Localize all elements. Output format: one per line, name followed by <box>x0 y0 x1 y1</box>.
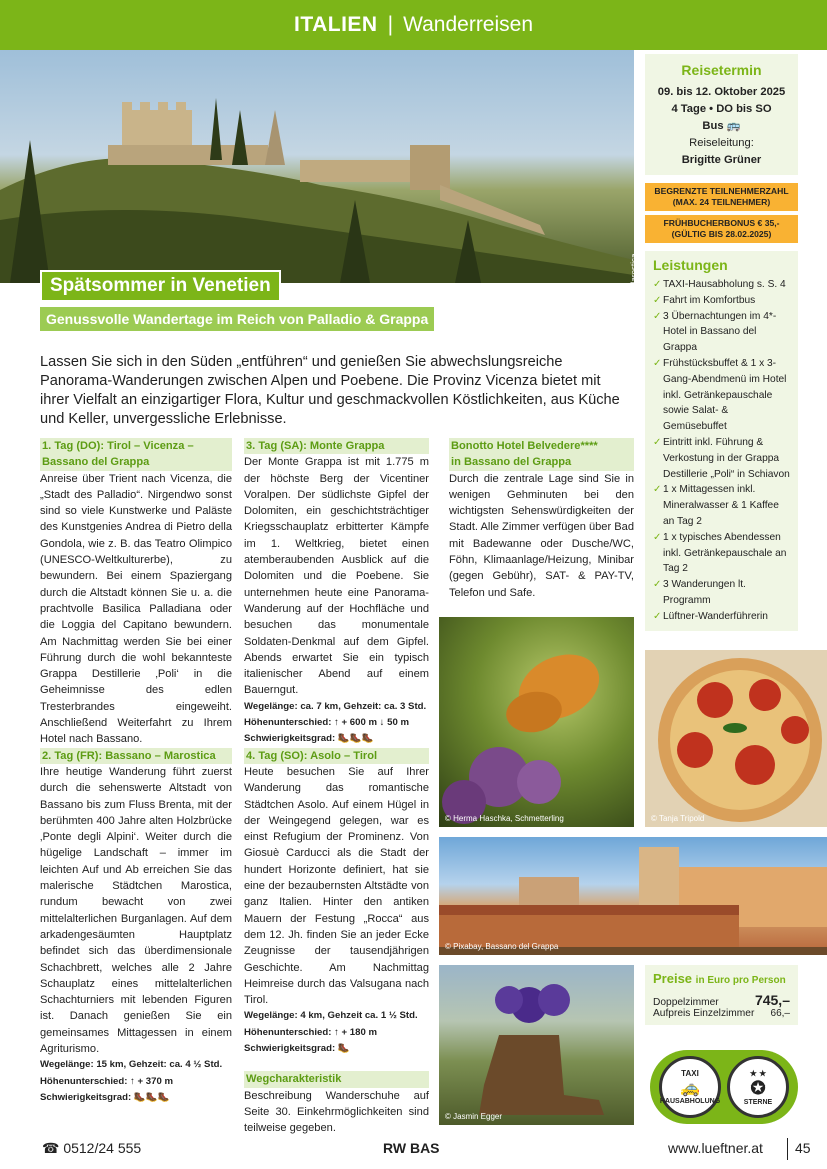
check-icon: ✓ <box>653 294 662 306</box>
limited-participants-notice: BEGRENZTE TEILNEHMERZAHL (MAX. 24 TEILNEHMER) <box>645 183 798 211</box>
check-icon: ✓ <box>653 436 662 448</box>
path-characteristics-heading: Wegcharakteristik <box>244 1071 429 1087</box>
travel-days: 4 Tage • DO bis SO <box>671 103 772 115</box>
page-title: Spätsommer in Venetien <box>40 270 281 302</box>
hotel-text: Durch die zentrale Lage sind Sie in wenigen Gehminuten bei den wichtigsten Sehenswürdigkeiten der Stadt. Alle Zimmer verfügen über Bad mit Badewanne oder Dusche/WC, Föhn, Klimaanlage/Heizung, Minibar (gegen Gebühr), SAT- & PAY-TV, Telefon und Safe. <box>449 472 634 599</box>
day-3-distance: Wegelänge: ca. 7 km, Gehzeit: ca. 3 Std. <box>244 700 427 712</box>
hotel-heading: Bonotto Hotel Belvedere**** in Bassano del Grappa <box>449 438 634 471</box>
prices-title: Preise in Euro pro Person <box>653 971 786 986</box>
photo-pizza <box>645 650 827 827</box>
day-4-difficulty: Schwierigkeitsgrad: 🥾 <box>244 1042 350 1054</box>
prices-box <box>645 965 798 1025</box>
page-number: 45 <box>795 1140 811 1156</box>
footer-website[interactable]: www.lueftner.at <box>668 1140 763 1156</box>
service-item: ✓ Frühstücksbuffet & 1 x 3-Gang-Abendmenü im Hotel inkl. Getränkepauschale sowie Salat- & Gemüsebuffet <box>653 356 792 435</box>
check-icon: ✓ <box>653 279 662 290</box>
check-icon: ✓ <box>653 610 662 622</box>
footer-phone: ☎ 0512/24 555 <box>42 1140 142 1156</box>
check-icon: ✓ <box>653 357 662 369</box>
services-title: Leistungen <box>653 257 728 273</box>
service-item: ✓ 3 Wanderungen lt. Programm <box>653 577 792 609</box>
service-item: ✓ 1 x typisches Abendessen inkl. Getränkepauschale an Tag 2 <box>653 530 792 577</box>
day-1-text: Anreise über Trient nach Vicenza, die „Stadt des Palladio“. Nirgendwo sonst sind so viele Kunstwerke und Paläste des Kunstgenies Andrea di Pietro della Gondola, wie z. B. das Teatro Olimpico (UNESCO-Weltkulturerbe), zu bewundern. Bei einem Spaziergang durch die Altstadt können Sie u. a. die prachtvolle Basilica Palladiana oder die Loggia del Capitano bewundern. Am Nachmittag werden Sie bei einer Führung durch die wohl bekannteste Grappa Destillerie ‚Poli‘ in die Geheimnisse des edlen Tresterbrandes eingeweiht. Anschließend Weiterfahrt zu Ihrem Hotel nach Bassano. <box>40 472 232 746</box>
butterfly-illustration <box>439 617 634 827</box>
service-item: ✓ TAXI-Hausabholung s. S. 4 <box>653 277 792 293</box>
header-separator: | <box>387 13 394 36</box>
check-icon: ✓ <box>653 484 662 496</box>
four-star-badge: ★ ★ ✪ STERNE <box>727 1056 789 1118</box>
photo-butterfly <box>439 617 634 827</box>
column-3 <box>449 438 634 601</box>
header-type: Wanderreisen <box>403 13 534 36</box>
column-2 <box>244 438 429 1136</box>
travel-transport: Bus 🚌 <box>702 120 741 132</box>
service-item: ✓ Fahrt im Komfortbus <box>653 293 792 309</box>
check-icon: ✓ <box>653 531 662 543</box>
page-header <box>0 0 827 50</box>
service-item: ✓ 1 x Mittagessen inkl. Mineralwasser & 1 Kaffee an Tag 2 <box>653 482 792 529</box>
pizza-photo-credit: © Tanja Tripold <box>651 814 705 823</box>
services-box <box>645 251 798 631</box>
boot-photo-credit: © Jasmin Egger <box>445 1112 503 1121</box>
day-3-text: Der Monte Grappa ist mit 1.775 m der höchste Berg der Vicentiner Voralpen. Der südlichste Gipfel der Dolomiten, ein geschichtsträchtiger Kriegsschauplatz erbitterter Kämpfe im 1. Weltkrieg, bietet einen atemberaubenden Ausblick auf die Dolomiten und die Poebene. Sie unternehmen heute eine Panorama-Wanderung auf der Hochfläche und besuchen das monumentale Soldaten-Denkmal auf dem Gipfel. Abends erwartet Sie ein typisch italienischer Abend auf einem Bauerngut. <box>244 456 429 697</box>
price-row-double: Doppelzimmer 745,– <box>653 992 790 1008</box>
service-item: ✓ Eintritt inkl. Führung & Verkostung in der Grappa Destillerie „Poli“ in Schiavon <box>653 435 792 482</box>
bassano-illustration <box>439 837 827 955</box>
price-row-single-surcharge: Aufpreis Einzelzimmer 66,– <box>653 1008 790 1019</box>
travel-date: 09. bis 12. Oktober 2025 <box>657 86 786 98</box>
page-subtitle: Genussvolle Wandertage im Reich von Palladio & Grappa <box>40 307 434 331</box>
day-4-elevation: Höhenunterschied: ↑ + 180 m <box>244 1026 378 1038</box>
day-4-text: Heute besuchen Sie auf Ihrer Wanderung das romantische Städtchen Asolo. Auf einem Hügel in der Weingegend gelegen, war es einst Refugium der Prominenz. Von Giosuè Carducci als die Stadt der hundert Horizonte definiert, hat sie eine der bezaubernsten Altstädte von ganz Italien. Hinter den antiken Mauern der Festung „Rocca“ aus dem 12. Jh. finden Sie an jeder Ecke Zeugnisse der tausendjährigen Geschichte. Am Nachmittag Heimreise durch das Valsugana nach Tirol. <box>244 765 429 1007</box>
tour-lead-name: Brigitte Grüner <box>681 154 762 166</box>
day-3-heading: 3. Tag (SA): Monte Grappa <box>244 438 429 454</box>
taxi-pickup-badge: TAXI 🚕 HAUSABHOLUNG <box>659 1056 721 1118</box>
day-2-text: Ihre heutige Wanderung führt zuerst durch die sehenswerte Altstadt von Bassano bis zum Fluss Brenta, mit der berühmten 400 Jahre alten Holzbrücke ‚Ponte degli Alpini‘. Weiter durch die hügelige Landschaft – immer im leichten Auf und Ab erreichen Sie das malerische Städtchen Marostica, rundum bewacht von zwei mittelalterlichen Burganlagen. Auf dem arkadengesäumten Hauptplatz befindet sich das überdimensionale Schachbrett, welches alle 2 Jahre Schauplatz eines mittelalterlichen Schachturniers mit lebenden Figuren ist. Danach genießen Sie ein gemeinsames Mittagessen in einem Agriturismo. <box>40 765 232 1055</box>
boot-illustration <box>439 965 634 1125</box>
pizza-illustration <box>645 650 827 827</box>
sidebar <box>645 54 798 631</box>
bassano-photo-credit: © Pixabay, Bassano del Grappa <box>445 942 559 951</box>
day-3-elevation: Höhenunterschied: ↑ + 600 m ↓ 50 m <box>244 717 410 729</box>
photo-bassano-del-grappa <box>439 837 827 955</box>
day-2-heading: 2. Tag (FR): Bassano – Marostica <box>40 748 232 764</box>
car-icon: 🚕 <box>680 1080 700 1097</box>
day-4-distance: Wegelänge: 4 km, Gehzeit ca. 1 ½ Std. <box>244 1010 418 1022</box>
feature-badges <box>650 1050 798 1124</box>
header-country: ITALIEN <box>293 13 378 36</box>
day-2-difficulty: Schwierigkeitsgrad: 🥾🥾🥾 <box>40 1091 170 1103</box>
column-1 <box>40 438 232 1106</box>
page-footer <box>0 1136 827 1164</box>
service-item: ✓ 3 Übernachtungen im 4*-Hotel in Bassano del Grappa <box>653 309 792 356</box>
footer-tour-code: RW BAS <box>383 1140 440 1156</box>
early-bird-notice: FRÜHBUCHERBONUS € 35,- (GÜLTIG BIS 28.02.2025) <box>645 215 798 243</box>
service-item: ✓ Lüftner-Wanderführerin <box>653 609 792 625</box>
footer-divider <box>787 1138 788 1160</box>
check-icon: ✓ <box>653 579 662 591</box>
castle-illustration <box>0 50 634 283</box>
day-3-difficulty: Schwierigkeitsgrad: 🥾🥾🥾 <box>244 733 374 745</box>
day-4-heading: 4. Tag (SO): Asolo – Tirol <box>244 748 429 764</box>
travel-date-box <box>645 54 798 175</box>
check-icon: ✓ <box>653 310 662 322</box>
day-2-distance: Wegelänge: 15 km, Gehzeit: ca. 4 ½ Std. <box>40 1059 223 1071</box>
hero-photo-credit: © Pixabay, Cristian Ferronato, Marostica <box>630 253 639 398</box>
travel-date-title: Reisetermin <box>681 62 762 78</box>
butterfly-photo-credit: © Herma Haschka, Schmetterling <box>445 814 564 823</box>
day-1-heading: 1. Tag (DO): Tirol – Vicenza – Bassano del Grappa <box>40 438 232 471</box>
intro-text: Lassen Sie sich in den Süden „entführen“ und genießen Sie abwechslungsreiche Panorama-Wanderungen zwischen Alpen und Poebene. Die Provinz Vicenza bietet mit ihrer Vielfalt an einzigartiger Flora, Kultur und geschmackvollen Köstlichkeiten, aus Küche und Keller, unvergessliche Erlebnisse. <box>40 354 620 427</box>
photo-hiking-boot-flowers <box>439 965 634 1125</box>
star-icon: ✪ <box>750 1077 766 1098</box>
path-characteristics-text: Beschreibung Wanderschuhe auf Seite 30. Einkehrmöglichkeiten sind teilweise gegeben. <box>244 1089 429 1135</box>
day-2-elevation: Höhenunterschied: ↑ + 370 m <box>40 1075 174 1087</box>
tour-lead-label: Reiseleitung: <box>689 137 754 149</box>
